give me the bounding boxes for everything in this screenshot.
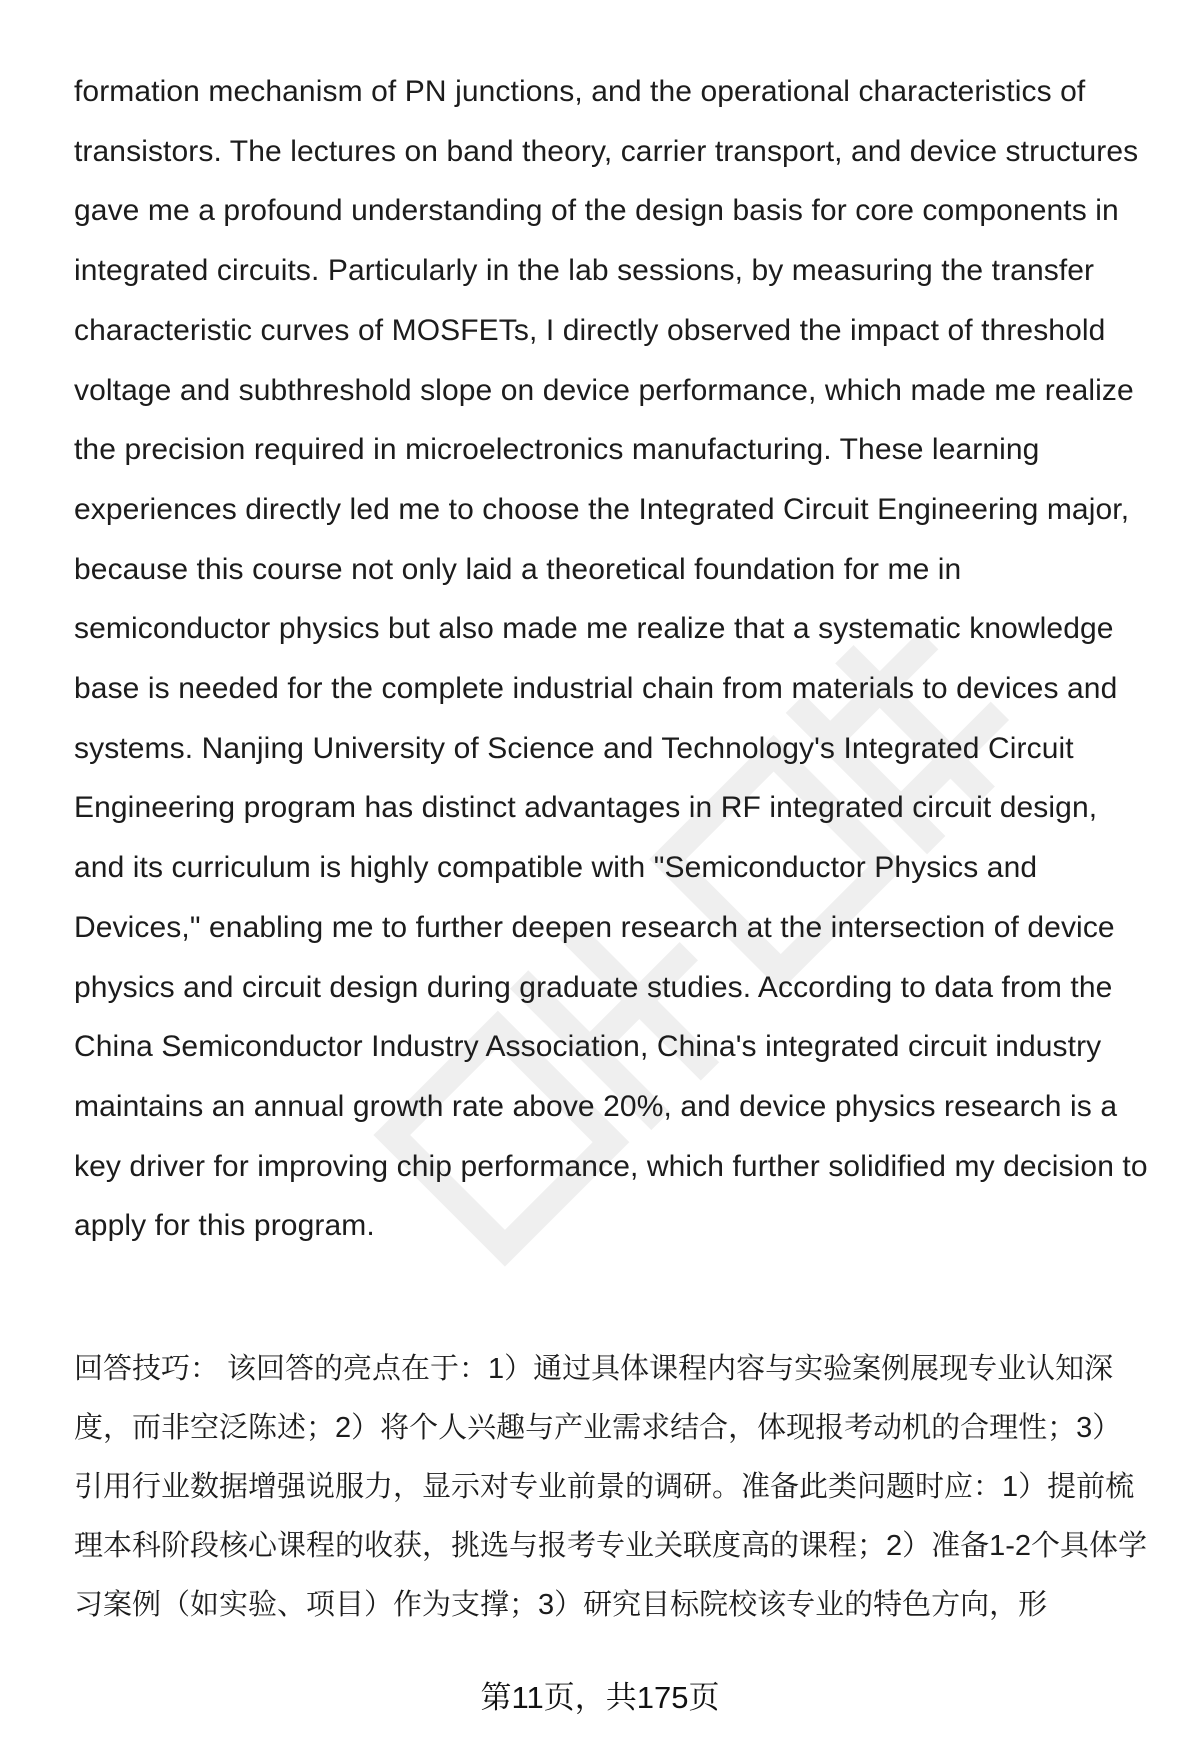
answer-paragraph: formation mechanism of PN junctions, and the operational characteristics of transistors. The lectures on band theory, carrier transport, and device structures gave me a profound understanding of the design basis for core components in integrated circuits. Particularly in the lab sessions, by measuring the transfer characteristic curves of MOSFETs, I directly observed the impact of threshold voltage and subthreshold slope on device performance, which made me realize the precision required in microelectronics manufacturing. These learning experiences directly led me to choose the Integrated Circuit Engineering major, because this course not only laid a theoretical foundation for me in semiconductor physics but also made me realize that a systematic knowledge base is needed for the complete industrial chain from materials to devices and systems. Nanjing University of Science and Technology's Integrated Circuit Engineering program has distinct advantages in RF integrated circuit design, and its curriculum is highly compatible with "Semiconductor Physics and Devices," enabling me to further deepen research at the intersection of device physics and circuit design during graduate studies. According to data from the China Semiconductor Industry Association, China's integrated circuit industry maintains an annual growth rate above 20%, and device physics research is a key driver for improving chip performance, which further solidified my decision to apply for this program. (74, 75, 1148, 1243)
page-number-footer: 第11页，共175页 (480, 1680, 720, 1715)
answer-tips-paragraph: 回答技巧： 该回答的亮点在于：1）通过具体课程内容与实验案例展现专业认知深度，而非空泛陈述；2）将个人兴趣与产业需求结合，体现报考动机的合理性；3）引用行业数据增强说服力，显示对专业前景的调研。准备此类问题时应：1）提前梳理本科阶段核心课程的收获，挑选与报考专业关联度高的课程；2）准备1-2个具体学习案例（如实验、项目）作为支撑；3）研究目标院校该专业的特色方向，形 (74, 1353, 1148, 1621)
